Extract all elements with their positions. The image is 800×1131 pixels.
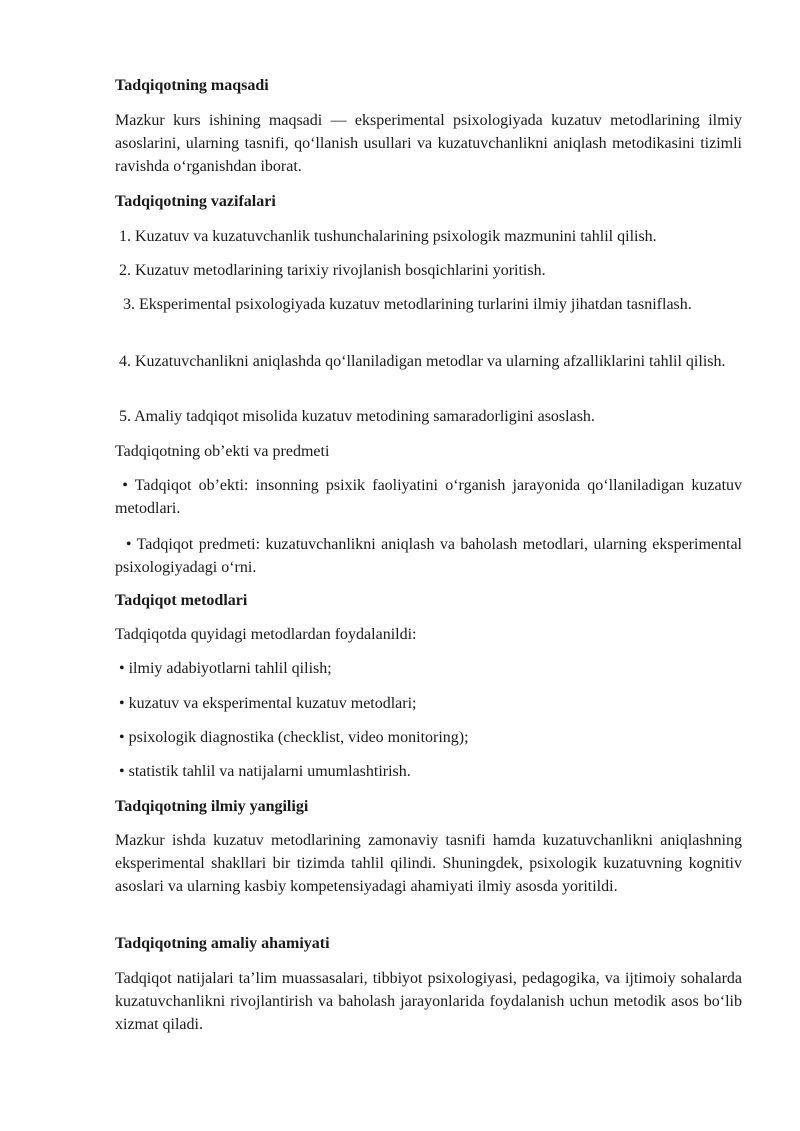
method-item-4: • statistik tahlil va natijalarni umumlashtirish.	[115, 763, 411, 780]
task-item-3: 3. Eksperimental psixologiyada kuzatuv metodlarining turlarini ilmiy jihatdan tasniflash.	[115, 296, 692, 313]
methods-intro: Tadqiqotda quyidagi metodlardan foydalanildi:	[115, 626, 417, 643]
goal-paragraph: Mazkur kurs ishining maqsadi — eksperimental psixologiyada kuzatuv metodlarining ilmiy asoslarini, ularning tasnifi, qo‘llanish usullari va kuzatuvchanlikni aniqlash metodikasini tizimli ravishda o‘rganishdan iborat.	[115, 112, 742, 175]
heading-tasks: Tadqiqotning vazifalari	[115, 193, 276, 210]
task-item-2: 2. Kuzatuv metodlarining tarixiy rivojlanish bosqichlarini yoritish.	[115, 262, 546, 279]
heading-methods: Tadqiqot metodlari	[115, 592, 248, 609]
heading-goal: Tadqiqotning maqsadi	[115, 77, 269, 94]
subject-item: • Tadqiqot predmeti: kuzatuvchanlikni aniqlash va baholash metodlari, ularning eksperimental psixologiyadagi o‘rni.	[115, 536, 746, 576]
heading-novelty: Tadqiqotning ilmiy yangiligi	[115, 798, 309, 815]
task-item-4: 4. Kuzatuvchanlikni aniqlashda qo‘llaniladigan metodlar va ularning afzalliklarini tahlil qilish.	[115, 353, 726, 370]
task-item-5: 5. Amaliy tadqiqot misolida kuzatuv metodining samaradorligini asoslash.	[115, 408, 595, 425]
method-item-2: • kuzatuv va eksperimental kuzatuv metodlari;	[115, 695, 417, 712]
method-item-1: • ilmiy adabiyotlarni tahlil qilish;	[115, 660, 332, 677]
object-item: • Tadqiqot ob’ekti: insonning psixik faoliyatini o‘rganish jarayonida qo‘llaniladigan kuzatuv metodlari.	[115, 477, 747, 517]
heading-practical: Tadqiqotning amaliy ahamiyati	[115, 935, 330, 952]
task-item-1: 1. Kuzatuv va kuzatuvchanlik tushunchalarining psixologik mazmunini tahlil qilish.	[115, 228, 657, 245]
heading-object: Tadqiqotning ob’ekti va predmeti	[115, 443, 330, 460]
practical-paragraph: Tadqiqot natijalari ta’lim muassasalari, tibbiyot psixologiyasi, pedagogika, va ijtimoiy sohalarda kuzatuvchanlikni rivojlantirish va baholash jarayonlarida foydalanish uchun metodik asos bo‘lib xizmat qiladi.	[115, 970, 742, 1033]
method-item-3: • psixologik diagnostika (checklist, video monitoring);	[115, 729, 469, 746]
novelty-paragraph: Mazkur ishda kuzatuv metodlarining zamonaviy tasnifi hamda kuzatuvchanlikni aniqlashning eksperimental shakllari bir tizimda tahlil qilindi. Shuningdek, psixologik kuzatuvning kognitiv asoslari va ularning kasbiy kompetensiyadagi ahamiyati ilmiy asosda yoritildi.	[115, 832, 742, 895]
